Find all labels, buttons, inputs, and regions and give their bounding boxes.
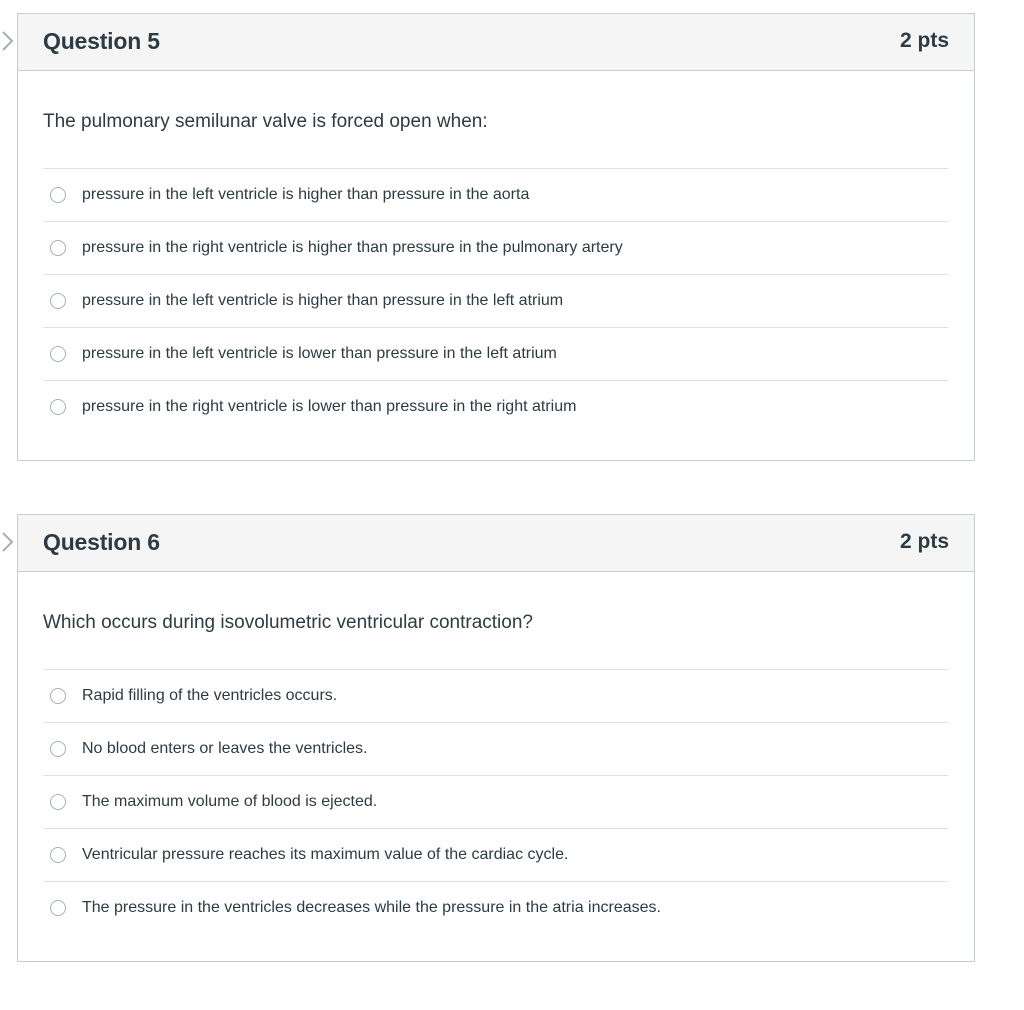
answer-option[interactable] <box>43 274 948 327</box>
answer-option[interactable] <box>43 775 948 828</box>
question-6 <box>17 514 975 962</box>
question-header <box>18 14 974 71</box>
answer-option[interactable] <box>43 168 948 221</box>
answer-label[interactable]: The maximum volume of blood is ejected. <box>82 793 378 810</box>
answer-option[interactable] <box>43 828 948 881</box>
radio-button[interactable] <box>50 346 66 362</box>
chevron-right-icon[interactable] <box>1 30 15 52</box>
answer-label[interactable]: pressure in the left ventricle is higher than pressure in the left atrium <box>82 292 564 309</box>
answer-list <box>43 168 948 433</box>
answer-list <box>43 669 948 934</box>
answer-option[interactable] <box>43 722 948 775</box>
question-5 <box>17 13 975 461</box>
question-points: 2 pts <box>899 530 949 553</box>
answer-label[interactable]: Ventricular pressure reaches its maximum value of the cardiac cycle. <box>82 846 569 863</box>
answer-label[interactable]: pressure in the right ventricle is higher than pressure in the pulmonary artery <box>82 239 623 256</box>
radio-button[interactable] <box>50 399 66 415</box>
answer-label[interactable]: pressure in the left ventricle is lower than pressure in the left atrium <box>82 345 557 362</box>
answer-option[interactable] <box>43 327 948 380</box>
radio-button[interactable] <box>50 293 66 309</box>
question-header <box>18 515 974 572</box>
answer-option[interactable] <box>43 881 948 934</box>
radio-button[interactable] <box>50 794 66 810</box>
answer-label[interactable]: pressure in the right ventricle is lower than pressure in the right atrium <box>82 398 577 415</box>
answer-label[interactable]: The pressure in the ventricles decreases while the pressure in the atria increases. <box>82 899 661 916</box>
question-title: Question 5 <box>43 28 160 54</box>
question-text: Which occurs during isovolumetric ventricular contraction? <box>43 612 533 633</box>
answer-label[interactable]: No blood enters or leaves the ventricles. <box>82 740 368 757</box>
answer-option[interactable] <box>43 221 948 274</box>
radio-button[interactable] <box>50 187 66 203</box>
question-title: Question 6 <box>43 529 160 555</box>
answer-label[interactable]: Rapid filling of the ventricles occurs. <box>82 687 338 704</box>
answer-option[interactable] <box>43 380 948 433</box>
radio-button[interactable] <box>50 240 66 256</box>
radio-button[interactable] <box>50 900 66 916</box>
answer-option[interactable] <box>43 669 948 722</box>
chevron-right-icon[interactable] <box>1 531 15 553</box>
question-text: The pulmonary semilunar valve is forced open when: <box>43 111 488 132</box>
radio-button[interactable] <box>50 847 66 863</box>
radio-button[interactable] <box>50 688 66 704</box>
question-points: 2 pts <box>899 29 949 52</box>
radio-button[interactable] <box>50 741 66 757</box>
answer-label[interactable]: pressure in the left ventricle is higher than pressure in the aorta <box>82 186 530 203</box>
